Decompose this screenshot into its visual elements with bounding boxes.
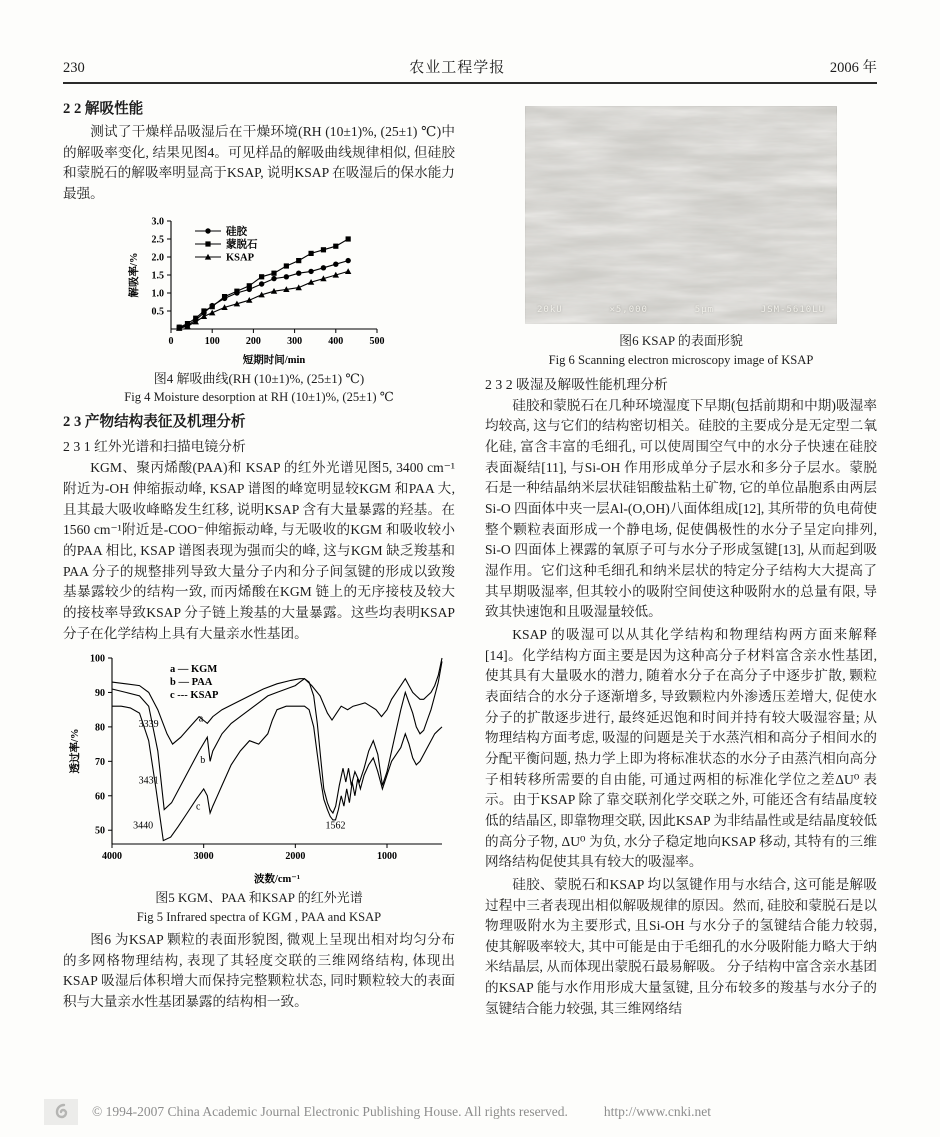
svg-text:4000: 4000 bbox=[102, 851, 122, 863]
svg-text:200: 200 bbox=[245, 335, 261, 347]
figure-5 bbox=[63, 650, 455, 926]
figure-6-caption-en: Fig 6 Scanning electron microscopy image of KSAP bbox=[548, 352, 814, 367]
svg-text:3339: 3339 bbox=[138, 719, 159, 731]
paragraph: KGM、聚丙烯酸(PAA)和 KSAP 的红外光谱见图5, 3400 cm⁻¹附近为-OH 伸缩振动峰, KSAP 谱图的峰宽明显较KGM 和PAA 大, 且其最大吸收峰略发生红移, 说明KSAP 含有大量暴露的羟基。在1560 cm⁻¹附近是-COO⁻伸缩振动峰, 与无吸收的KGM 和吸收较小的PAA 相比, KSAP 谱图表现为强而尖的峰, 这与KGM 缺乏羧基和PAA 分子的规整排列导致大量分子内和分子间氢键的形成以致羧基暴露较少的结构一致, 而丙烯酸在KGM 链上的无序接枝及较大的接枝率导致KSAP 分子链上羧基的大量暴露。这些均表明KSAP 分子在化学结构上具有大量亲水性基团。 bbox=[63, 460, 455, 641]
sem-magnification-label: ×5,000 bbox=[609, 305, 648, 315]
svg-text:2.0: 2.0 bbox=[151, 252, 164, 264]
figure-6-caption bbox=[485, 331, 877, 369]
svg-text:80: 80 bbox=[95, 722, 105, 734]
sem-scale-label: 5μm bbox=[694, 305, 715, 315]
figure-6 bbox=[485, 106, 877, 369]
svg-text:b — PAA: b — PAA bbox=[170, 677, 213, 689]
two-column-body bbox=[63, 94, 877, 1021]
figure-4 bbox=[63, 211, 455, 407]
svg-text:KSAP: KSAP bbox=[226, 252, 255, 264]
svg-text:3.0: 3.0 bbox=[151, 216, 164, 228]
svg-text:3431: 3431 bbox=[138, 776, 159, 788]
copyright-text: © 1994-2007 China Academic Journal Electronic Publishing House. All rights reserved. bbox=[92, 1104, 568, 1119]
svg-text:2000: 2000 bbox=[285, 851, 306, 863]
sem-image bbox=[525, 106, 837, 324]
sem-status-bar bbox=[537, 305, 825, 315]
right-column bbox=[485, 94, 877, 1021]
page-number: 230 bbox=[63, 60, 85, 76]
figure-4-line-chart bbox=[125, 211, 393, 369]
page-header bbox=[63, 56, 877, 84]
section-2-2-heading: 2 2 解吸性能 bbox=[63, 101, 144, 117]
svg-text:1562: 1562 bbox=[325, 820, 346, 832]
svg-text:硅胶: 硅胶 bbox=[226, 226, 247, 238]
svg-text:400: 400 bbox=[328, 335, 344, 347]
svg-text:500: 500 bbox=[369, 335, 385, 347]
svg-text:60: 60 bbox=[95, 791, 105, 803]
figure-5-caption bbox=[63, 888, 455, 926]
sem-instrument-label: JSM-5610LU bbox=[760, 305, 825, 315]
svg-text:a: a bbox=[198, 714, 204, 726]
svg-text:c: c bbox=[195, 801, 201, 813]
svg-text:70: 70 bbox=[95, 757, 105, 769]
svg-text:3440: 3440 bbox=[133, 820, 154, 832]
paragraph: 硅胶和蒙脱石在几种环境湿度下早期(包括前期和中期)吸湿率均较高, 这与它们的结构密切相关。硅胶的主要成分是无定型二氧化硅, 富含丰富的毛细孔, 可以使周围空气中的水分子快速在硅胶表面凝结[11], 与Si-OH 作用形成单分子层水和多分子层水。蒙脱石是一种结晶纳米层状硅铝酸盐粘土矿物, 它的单位晶胞系由两层Si-O 四面体中夹一层Al-(O,OH)八面体组成[12], 其所带的负电荷使整个颗粒表面形成一个静电场, 促使偶极性的水分子呈定向排列, Si-O 四面体上裸露的氧原子可与水分子形成氢键[13], 从而起到吸湿作用。它们这种毛细孔和纳米层状的特定分子结构大大提高了其早期吸湿率, 但其较小的吸附空间使这种吸附水的总量有限, 导致其快速饱和且吸湿量较低。 bbox=[485, 397, 877, 620]
sem-texture bbox=[525, 106, 837, 324]
figure-5-spectra-chart bbox=[66, 650, 452, 888]
journal-title: 农业工程学报 bbox=[409, 60, 506, 76]
paragraph: 图6 为KSAP 颗粒的表面形貌图, 微观上呈现出相对均匀分布的多网格物理结构, 表现了其轻度交联的三维网络结构, 体现出KSAP 吸湿后体积增大而保持完整颗粒状态, 同时颗粒较大的表面积与大量亲水性基团暴露的结构相一致。 bbox=[63, 932, 455, 1009]
svg-text:0.5: 0.5 bbox=[151, 306, 164, 318]
paragraph: 硅胶、蒙脱石和KSAP 均以氢键作用与水结合, 这可能是解吸过程中三者表现出相似解吸规律的原因。然而, 硅胶和蒙脱石是以物理吸附水为主要形式, 且Si-OH 与水分子的氢键结合能力较弱, 使其解吸率较大, 其中可能是由于毛细孔的水分吸附能力略大于纳米结晶层, 从而体现出蒙脱石最易解吸。 分子结构中富含亲水基团的KSAP 能与水作用形成大量氢键, 且分布较多的羧基与水分子的氢键结合能力较强, 其三维网络结 bbox=[485, 876, 877, 1016]
section-2-3-heading: 2 3 产物结构表征及机理分析 bbox=[63, 414, 246, 431]
paragraph: KSAP 的吸湿可以从其化学结构和物理结构两方面来解释[14]。化学结构方面主要是因为这种高分子材料富含亲水性基团, 使其具有大量吸水的潜力, 随着水分子在高分子中逐步扩散, 颗粒表面结合的水分子逐渐增多, 导致颗粒内外渗透压差增大, 促使水分子的扩散逐步进行, 最终延迟饱和时间并持有较大吸湿容量; 从物理结构方面考虑, 吸湿的问题是关于水蒸汽相和高分子相间水的分配平衡问题, 热力学上即为将标准状态的水分子由蒸汽相向高分子相转移所需要的自由能, 可通过两相的标准化学位之差ΔU⁰ 表示。由于KSAP 除了靠交联剂化学交联之外, 可能还含有结晶度较低的结晶区, 即靠物理交联, 因此KSAP 为非结晶性或是结晶度较低的高分子物, ΔU⁰ 为负, 水分子稳定地向KSAP 移动, 其特有的三维网络结构促使其具有较大的吸湿率。 bbox=[485, 626, 877, 870]
svg-text:100: 100 bbox=[90, 653, 105, 665]
section-2-3-2-heading: 2 3 2 吸湿及解吸性能机理分析 bbox=[485, 376, 668, 392]
sem-voltage-label: 20kU bbox=[537, 305, 563, 315]
figure-4-caption-cn: 图4 解吸曲线(RH (10±1)%, (25±1) ℃) bbox=[153, 370, 365, 386]
year-label: 2006 年 bbox=[829, 60, 877, 76]
figure-4-caption-en: Fig 4 Moisture desorption at RH (10±1)%, (25±1) ℃ bbox=[124, 390, 394, 405]
svg-text:1.0: 1.0 bbox=[151, 288, 164, 300]
svg-text:2.5: 2.5 bbox=[151, 234, 164, 246]
figure-6-caption-cn: 图6 KSAP 的表面形貌 bbox=[619, 333, 743, 348]
section-2-3-1-heading: 2 3 1 红外光谱和扫描电镜分析 bbox=[63, 439, 246, 455]
page-footer bbox=[44, 1099, 896, 1125]
svg-text:短期时间/min: 短期时间/min bbox=[242, 354, 306, 366]
figure-4-caption bbox=[63, 369, 455, 407]
svg-text:c --- KSAP: c --- KSAP bbox=[170, 690, 219, 702]
svg-text:50: 50 bbox=[95, 826, 105, 838]
svg-text:3000: 3000 bbox=[193, 851, 214, 863]
left-column bbox=[63, 94, 455, 1021]
footer-url-link[interactable]: http://www.cnki.net bbox=[603, 1104, 712, 1119]
svg-text:90: 90 bbox=[95, 688, 105, 700]
svg-text:100: 100 bbox=[204, 335, 220, 347]
svg-text:a — KGM: a — KGM bbox=[170, 664, 218, 676]
svg-text:1.5: 1.5 bbox=[151, 270, 164, 282]
svg-text:300: 300 bbox=[287, 335, 303, 347]
cnki-logo bbox=[44, 1099, 78, 1125]
svg-text:蒙脱石: 蒙脱石 bbox=[226, 239, 258, 251]
svg-text:1000: 1000 bbox=[377, 851, 397, 863]
figure-5-caption-en: Fig 5 Infrared spectra of KGM , PAA and KSAP bbox=[136, 909, 382, 924]
svg-text:波数/cm⁻¹: 波数/cm⁻¹ bbox=[253, 874, 301, 886]
svg-text:0: 0 bbox=[168, 335, 174, 347]
svg-text:b: b bbox=[200, 755, 206, 767]
svg-text:透过率/%: 透过率/% bbox=[70, 728, 81, 774]
svg-text:解吸率/%: 解吸率/% bbox=[129, 252, 140, 298]
figure-5-caption-cn: 图5 KGM、PAA 和KSAP 的红外光谱 bbox=[155, 890, 363, 906]
paragraph: 测试了干燥样品吸湿后在干燥环境(RH (10±1)%, (25±1) ℃)中的解吸率变化, 结果见图4。可见样品的解吸曲线规律相似, 但硅胶和蒙脱石的解吸率明显高于KSAP, 说明KSAP 在吸湿后的保水能力最强。 bbox=[63, 124, 455, 201]
